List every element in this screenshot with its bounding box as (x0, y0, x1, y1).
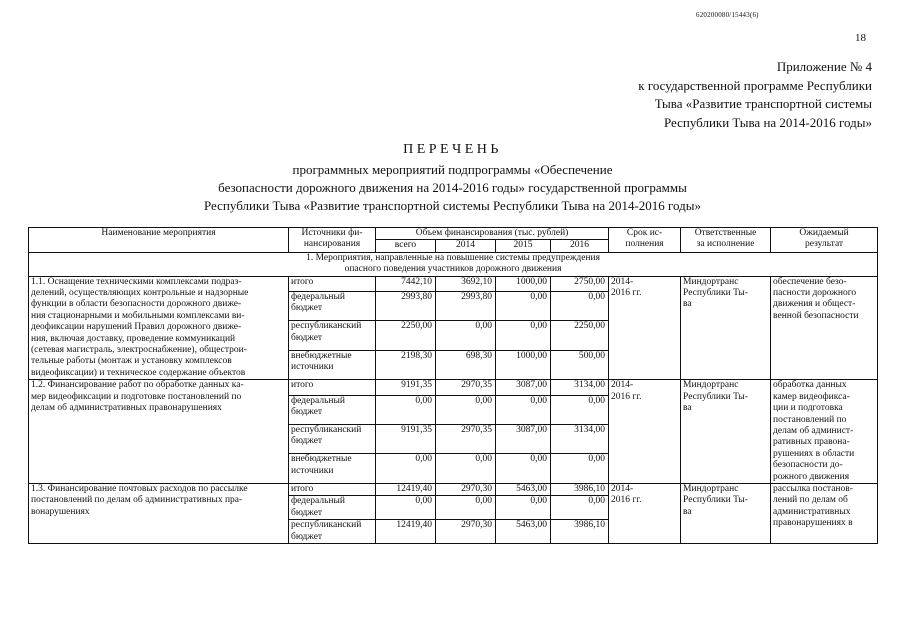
responsible-party: Миндортранс Республики Ты- ва (681, 483, 771, 543)
document-title: ПЕРЕЧЕНЬ (403, 142, 502, 157)
amount-2015: 5463,00 (496, 483, 551, 495)
amount-total: 0,00 (376, 395, 436, 424)
funding-source: внебюджетные источники (289, 454, 376, 483)
expected-result: обработка данных камер видеофикса- ции и подготовка постановлений по делам об админист- ративных правона- рушениях в области безопасности до- рожного движения (771, 380, 878, 484)
expected-result: рассылка постанов- лений по делам об административных правонарушениях в (771, 483, 878, 543)
responsible-party: Миндортранс Республики Ты- ва (681, 380, 771, 484)
amount-2014: 0,00 (436, 496, 496, 520)
funding-source: итого (289, 483, 376, 495)
amount-2015: 0,00 (496, 454, 551, 483)
amount-total: 9191,35 (376, 380, 436, 395)
activity-name: 1.2. Финансирование работ по обработке данных ка- мер видеофиксации и подготовке постановлений по делам об административных правонарушениях (29, 380, 289, 484)
amount-total: 12419,40 (376, 520, 436, 544)
amount-total: 12419,40 (376, 483, 436, 495)
amount-2016: 3986,10 (551, 483, 609, 495)
amount-2016: 2250,00 (551, 321, 609, 350)
activity-name: 1.1. Оснащение техническими комплексами подраз- делений, осуществляющих контрольные и надзорные функции в области безопасности дорожного движе- ния стационарными и мобильными комплексами ви- деофиксации нарушений Правил дорожного движе- ния, включая доставку, проведение коммуникаций (сетевая магистраль, электроснабжение), общестрои- тельные работы (монтаж и установку комплексов видеофиксации) и техническое содержание объектов (29, 276, 289, 380)
header-funding-source: Источники фи- нансирования (289, 228, 376, 253)
header-activity-name: Наименование мероприятия (29, 228, 289, 253)
table-row (29, 380, 878, 395)
amount-2014: 3692,10 (436, 276, 496, 291)
amount-2014: 2970,35 (436, 380, 496, 395)
amount-total: 2198,30 (376, 350, 436, 379)
amount-total: 2250,00 (376, 321, 436, 350)
amount-2014: 0,00 (436, 395, 496, 424)
appendix-line: Республики Тыва на 2014-2016 годы» (663, 114, 872, 130)
responsible-party: Миндортранс Республики Ты- ва (681, 276, 771, 380)
amount-2016: 0,00 (551, 395, 609, 424)
activities-table (28, 227, 878, 544)
appendix-line: к государственной программе Республики (638, 77, 872, 93)
amount-2015: 0,00 (496, 321, 551, 350)
table-row (29, 483, 878, 495)
appendix-line: Приложение № 4 (776, 59, 872, 74)
header-year-2015: 2015 (496, 240, 551, 252)
deadline: 2014- 2016 гг. (609, 483, 681, 543)
page-number: 18 (855, 32, 866, 44)
amount-2016: 3986,10 (551, 520, 609, 544)
amount-2016: 3134,00 (551, 380, 609, 395)
activity-name: 1.3. Финансирование почтовых расходов по рассылке постановлений по делам об административных пра- вонарушениях (29, 483, 289, 543)
amount-2014: 2970,35 (436, 425, 496, 454)
funding-source: республиканский бюджет (289, 321, 376, 350)
amount-2015: 1000,00 (496, 276, 551, 291)
expected-result: обеспечение безо- пасности дорожного движения и общест- венной безопасности (771, 276, 878, 380)
appendix-reference (432, 58, 872, 132)
amount-total: 0,00 (376, 454, 436, 483)
amount-2015: 0,00 (496, 496, 551, 520)
amount-2016: 0,00 (551, 291, 609, 320)
document-subtitle (120, 161, 785, 215)
header-expected-result: Ожидаемый результат (771, 228, 878, 253)
subtitle-line: Республики Тыва «Развитие транспортной системы Республики Тыва на 2014-2016 годы» (203, 198, 701, 213)
amount-total: 9191,35 (376, 425, 436, 454)
table-row (29, 276, 878, 291)
amount-2014: 2970,30 (436, 520, 496, 544)
amount-2015: 0,00 (496, 291, 551, 320)
appendix-line: Тыва «Развитие транспортной системы (654, 96, 872, 111)
amount-2016: 500,00 (551, 350, 609, 379)
section-heading: 1. Мероприятия, направленные на повышение системы предупреждения опасного поведения участников дорожного движения (29, 252, 878, 276)
deadline: 2014- 2016 гг. (609, 276, 681, 380)
amount-2015: 0,00 (496, 395, 551, 424)
document-number: 620200080/15443(6) (696, 11, 759, 19)
amount-2016: 2750,00 (551, 276, 609, 291)
amount-2016: 0,00 (551, 454, 609, 483)
amount-total: 2993,80 (376, 291, 436, 320)
deadline: 2014- 2016 гг. (609, 380, 681, 484)
amount-total: 0,00 (376, 496, 436, 520)
amount-2014: 2970,30 (436, 483, 496, 495)
header-total: всего (376, 240, 436, 252)
funding-source: федеральный бюджет (289, 496, 376, 520)
amount-2014: 698,30 (436, 350, 496, 379)
subtitle-line: безопасности дорожного движения на 2014-2016 годы» государственной программы (218, 180, 687, 195)
funding-source: итого (289, 380, 376, 395)
amount-2014: 0,00 (436, 321, 496, 350)
funding-source: федеральный бюджет (289, 395, 376, 424)
subtitle-line: программных мероприятий подпрограммы «Обеспечение (292, 162, 613, 177)
amount-total: 7442,10 (376, 276, 436, 291)
amount-2016: 3134,00 (551, 425, 609, 454)
header-deadline: Срок ис- полнения (609, 228, 681, 253)
amount-2015: 5463,00 (496, 520, 551, 544)
funding-source: республиканский бюджет (289, 425, 376, 454)
amount-2016: 0,00 (551, 496, 609, 520)
amount-2015: 3087,00 (496, 425, 551, 454)
header-responsible: Ответственные за исполнение (681, 228, 771, 253)
amount-2014: 0,00 (436, 454, 496, 483)
amount-2015: 3087,00 (496, 380, 551, 395)
funding-source: итого (289, 276, 376, 291)
header-funding-volume: Объем финансирования (тыс. рублей) (376, 228, 609, 240)
header-year-2014: 2014 (436, 240, 496, 252)
amount-2015: 1000,00 (496, 350, 551, 379)
funding-source: внебюджетные источники (289, 350, 376, 379)
amount-2014: 2993,80 (436, 291, 496, 320)
funding-source: республиканский бюджет (289, 520, 376, 544)
funding-source: федеральный бюджет (289, 291, 376, 320)
header-year-2016: 2016 (551, 240, 609, 252)
